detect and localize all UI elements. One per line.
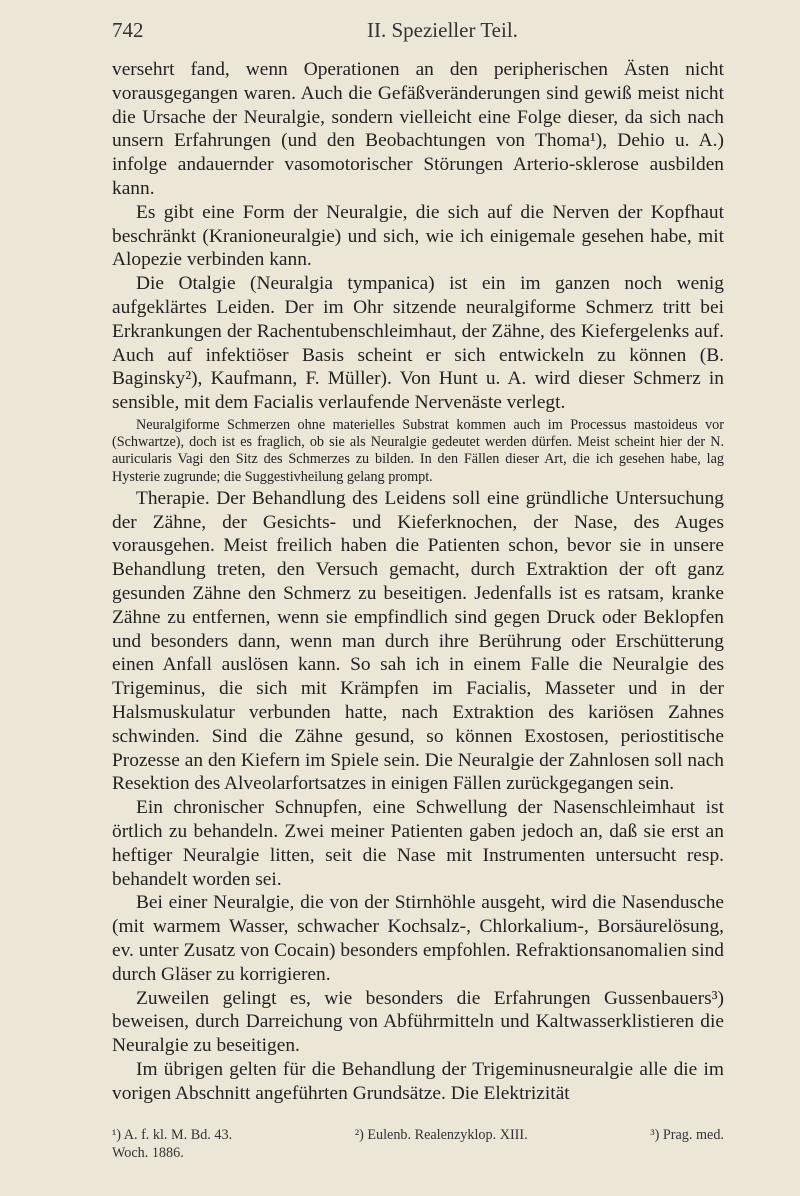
paragraph: Therapie. Der Behandlung des Leidens soll eine gründliche Untersuchung der Zähne, der Gesichts- und Kieferknochen, der Nase, des Auges vorausgehen. Meist freilich haben die Patienten schon, bevor sie in unsere Behandlung treten, den Versuch gemacht, durch Extraktion der oft ganz gesunden Zähne den Schmerz zu beseitigen. Jedenfalls ist es ratsam, kranke Zähne zu entfernen, wenn sie empfindlich sind gegen Druck oder Beklopfen und besonders dann, wenn man durch ihre Berührung oder Erschütterung einen Anfall auslösen kann. So sah ich in einem Falle die Neuralgie des Trigeminus, die sich mit Krämpfen im Facialis, Masseter und in der Halsmuskulatur verbunden hatte, nach Extraktion des kariösen Zahnes schwinden. Sind die Zähne gesund, so können Exostosen, periostitische Prozesse an den Kiefern im Spiele sein. Die Neuralgie der Zahnlosen soll nach Resektion des Alveolarfortsatzes in einigen Fällen zurückgegangen sein. — [112, 487, 724, 795]
paragraph: Bei einer Neuralgie, die von der Stirnhöhle ausgeht, wird die Nasendusche (mit warmem Wasser, schwacher Kochsalz-, Chlorkalium-, Borsäurelösung, ev. unter Zusatz von Cocain) besonders empfohlen. Refraktionsanomalien sind durch Gläser zu korrigieren. — [112, 892, 724, 985]
footnote-3: ³) Prag. med. — [650, 1127, 724, 1143]
running-title: II. Spezieller Teil. — [367, 18, 518, 42]
footnote-row — [112, 1127, 724, 1145]
paragraph: Ein chronischer Schnupfen, eine Schwellung der Nasenschleimhaut ist örtlich zu behandeln. Zwei meiner Patienten gaben jedoch an, daß sie erst an heftiger Neuralgie litten, seit die Nase mit Instrumenten untersucht resp. behandelt worden sei. — [112, 797, 724, 890]
paragraph: Im übrigen gelten für die Behandlung der Trigeminusneuralgie alle die im vorigen Abschnitt angeführten Grundsätze. Die Elektrizität — [112, 1058, 724, 1104]
paragraph: versehrt fand, wenn Operationen an den peripherischen Ästen nicht vorausgegangen waren. Auch die Gefäßveränderungen sind gewiß meist nicht die Ursache der Neuralgie, sondern vielleicht eine Folge dieser, da sich nach unsern Erfahrungen (und den Beobachtungen von Thoma¹), Dehio u. A.) infolge andauernder vasomotorischer Störungen Arterio-sklerose ausbilden kann. — [112, 59, 724, 199]
footnote-3-continuation: Woch. 1886. — [112, 1144, 184, 1161]
paragraph: Die Otalgie (Neuralgia tympanica) ist ein im ganzen noch wenig aufgeklärtes Leiden. Der im Ohr sitzende neuralgiforme Schmerz tritt bei Erkrankungen der Rachentubenschleimhaut, der Zähne, des Kiefergelenks auf. Auch auf infektiöser Basis scheint er sich entwickeln zu können (B. Baginsky²), Kaufmann, F. Müller). Von Hunt u. A. wird dieser Schmerz in sensible, mit dem Facialis verlaufende Nervenäste verlegt. — [112, 273, 724, 414]
footnotes — [112, 1127, 724, 1162]
running-header — [112, 18, 724, 48]
paragraph: Es gibt eine Form der Neuralgie, die sich auf die Nerven der Kopfhaut beschränkt (Kranioneuralgie) und sich, wie ich einigemale gesehen habe, mit Alopezie verbinden kann. — [112, 201, 724, 271]
paragraph: Zuweilen gelingt es, wie besonders die Erfahrungen Gussenbauers³) beweisen, durch Darreichung von Abführmitteln und Kaltwasserklistieren die Neuralgie zu beseitigen. — [112, 987, 724, 1057]
page-number: 742 — [112, 18, 144, 42]
footnote-2: ²) Eulenb. Realenzyklop. XIII. — [354, 1127, 528, 1143]
footnote-1: ¹) A. f. kl. M. Bd. 43. — [112, 1127, 233, 1143]
small-print-note: Neuralgiforme Schmerzen ohne materielles Substrat kommen auch im Processus mastoideus vor (Schwartze), doch ist es fraglich, ob sie als Neuralgie gedeutet werden dürfen. Meist scheint hier der N. auricularis Vagi den Sitz des Schmerzes zu bilden. In den Fällen dieser Art, die ich gesehen habe, lag Hysterie zugrunde; die Suggestivheilung gelang prompt. — [112, 416, 724, 485]
body-text — [112, 58, 724, 1105]
